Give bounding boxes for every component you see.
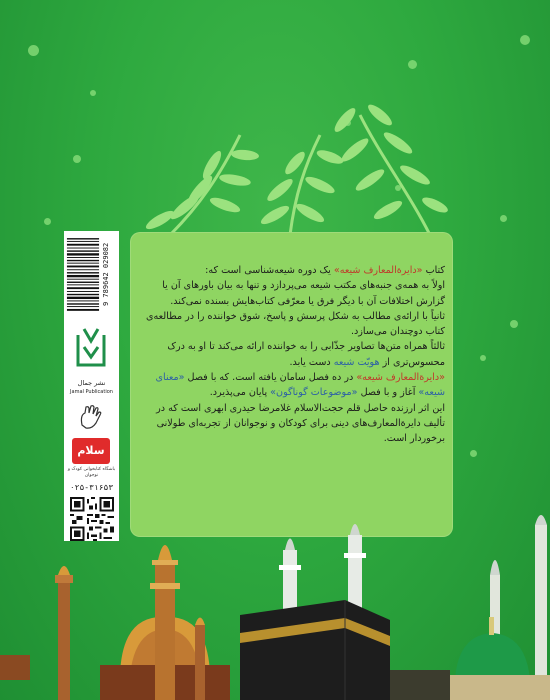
text-segment: ثالثاً همراه متن‌ها تصاویر جذّابی را به خواننده ارائه می‌کند تا او به درک محسوس‌تری از xyxy=(167,341,445,368)
phone-number: ۰۲۵-۳۱۶۵۳ xyxy=(69,483,114,492)
decor-dot xyxy=(28,45,39,56)
description-text xyxy=(140,263,445,447)
text-segment: یک دوره شیعه‌شناسی است که: xyxy=(205,265,334,276)
text-segment: ثانیاً با ارائه‌ی مطالب به شکل پرسش و پاسخ، شوق خواننده را در مطالعه‌ی کتاب دوچندان می‌سازد. xyxy=(145,310,445,338)
salam-club-logo: سلام xyxy=(72,438,110,464)
shrines-skyline-illustration xyxy=(0,505,550,700)
highlighted-phrase: «موضوعات گوناگون» xyxy=(270,387,358,399)
highlighted-phrase: «معنای شیعه» xyxy=(155,372,445,399)
decor-dot xyxy=(510,320,518,328)
publisher-name-fa: نشر جمال xyxy=(77,379,106,387)
decor-dot xyxy=(44,218,51,225)
text-segment: آغاز و با فصل xyxy=(357,387,419,399)
text-segment: اولاً به همه‌ی جنبه‌های مکتب شیعه می‌پردازد و تنها به بیان باورهای آن یا گزارش اختلافات آن با دیگر فرق یا معرّفی کتاب‌هایش بسنده نمی‌کند. xyxy=(162,280,445,307)
hand-icon xyxy=(76,403,106,433)
jamal-publication-logo xyxy=(72,325,110,375)
text-segment: پایان می‌پذیرد. xyxy=(209,387,271,399)
description-paragraph xyxy=(140,401,445,447)
text-segment: این اثر ارزنده حاصل قلم حجت‌الاسلام غلامرضا حیدری ابهری است که در تألیف دایرة‌المعارف‌های دینی برای کودکان و نوجوانان از تجربه‌ای طولانی برخوردار است. xyxy=(156,402,445,445)
description-paragraph xyxy=(140,263,445,278)
barcode xyxy=(66,234,100,314)
highlighted-phrase: هویّت شیعه xyxy=(333,356,380,368)
leaf-branch-illustration xyxy=(130,95,450,235)
publisher-name-en: Jamal Publication xyxy=(70,389,113,395)
highlighted-phrase: «دایرة‌المعارف شیعه» xyxy=(356,372,445,384)
description-paragraph xyxy=(140,370,445,401)
salam-club-subtitle: باشگاه کتابخوانی کودک و نوجوان xyxy=(67,467,116,478)
text-segment: دست یابد. xyxy=(289,356,334,368)
description-paragraph xyxy=(140,278,445,309)
isbn-number: 9 789642 029082 xyxy=(102,242,110,306)
highlighted-phrase: «دایرة‌المعارف شیعه» xyxy=(333,265,423,276)
text-segment: کتاب xyxy=(422,265,445,276)
decor-dot xyxy=(73,155,81,163)
decor-dot xyxy=(470,450,477,457)
description-paragraph xyxy=(140,309,445,340)
decor-dot xyxy=(500,215,507,222)
publisher-strip xyxy=(64,231,119,541)
decor-dot xyxy=(480,355,486,361)
decor-dot xyxy=(90,90,96,96)
text-segment: در ده فصل سامان یافته است. که با فصل xyxy=(184,372,357,384)
decor-dot xyxy=(408,60,417,69)
description-paragraph xyxy=(140,339,445,370)
decor-dot xyxy=(520,35,530,45)
